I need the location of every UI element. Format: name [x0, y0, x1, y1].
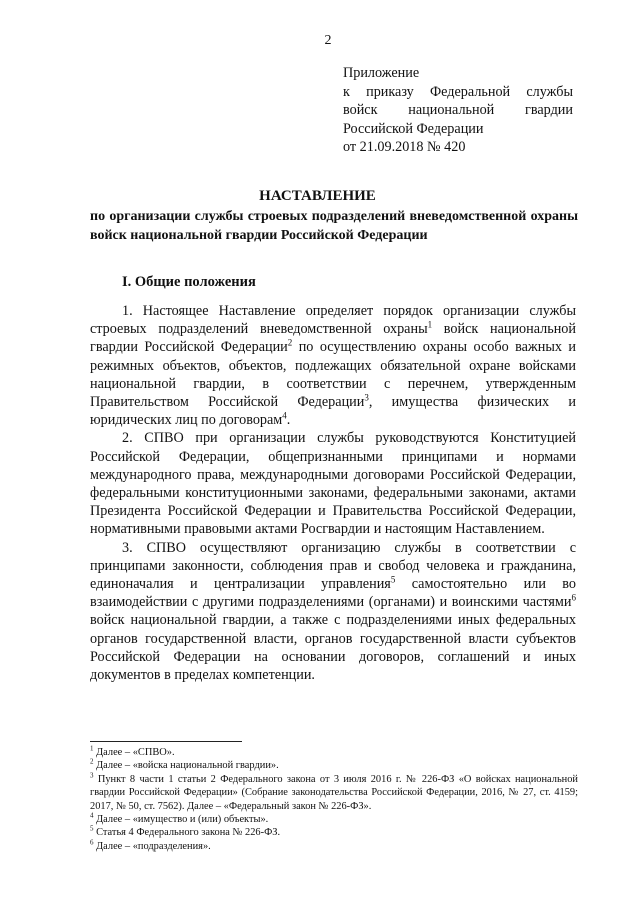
appendix-line: войск национальной гвардии: [343, 102, 573, 118]
footnote-text: Далее – «имущество и (или) объекты».: [93, 814, 269, 826]
footnote-marker: 3: [364, 392, 369, 403]
footnote-marker: 2: [287, 337, 293, 348]
footnote-text: Пункт 8 части 1 статьи 2 Федерального закона от 3 июля 2016 г. № 226-ФЗ «О войсках национальной гвардии Российской Федерации» (Собрание законодательства Российской Федерации, 2016, № 27, ст. 4159; 2017, № 50, ст. 7562). Далее – «Федеральный закон № 226-ФЗ».: [90, 773, 578, 812]
footnote-text: Далее – «войска национальной гвардии».: [93, 760, 279, 772]
footnote-number: 4: [90, 811, 94, 820]
paragraph-text: самостоятельно или во взаимодействии с другими подразделениями (органами) и воинскими частями: [90, 576, 576, 611]
paragraph-text: войск национальной гвардии Российской Федерации: [90, 321, 576, 356]
footnote-text: Далее – «СПВО».: [93, 747, 175, 758]
page-number: 2: [324, 33, 332, 48]
paragraph-2: 2. СПВО при организации службы руководствуются Конституцией Российской Федерации, общепризнанными принципами и нормами международного права, международными договорами Российской Федерации, федеральными конституционными законами, федеральными законами, актами Президента Российской Федерации и Правительства Российской Федерации, нормативными правовыми актами Росгвардии и настоящим Наставлением.: [90, 430, 576, 538]
footnote-number: 5: [90, 824, 94, 833]
footnotes: [90, 746, 578, 853]
footnote-number: 2: [90, 757, 94, 766]
paragraph-text: .: [286, 412, 291, 429]
footnote: [90, 813, 578, 826]
document-title: НАСТАВЛЕНИЕ: [259, 188, 376, 204]
paragraph-text: 3. СПВО осуществляют организацию службы в соответствии с принципами законности, соблюдения прав и свобод человека и гражданина, единоначалия и централизации управления: [90, 539, 576, 593]
footnote-number: 1: [90, 744, 94, 753]
paragraph-3: [90, 539, 576, 685]
paragraph-text: войск национальной гвардии, а также с подразделениями иных федеральных органов государственной власти, органов государственной власти субъектов Российской Федерации на основании договоров, соглашений и иных документов в пределах компетенции.: [90, 612, 576, 684]
document-subtitle: по организации службы строевых подразделений вневедомственной охраны войск национальной гвардии Российской Федерации: [90, 209, 578, 243]
footnote-divider: [90, 741, 242, 742]
appendix-block: [343, 64, 573, 157]
footnote: [90, 826, 578, 839]
footnote: [90, 840, 578, 853]
paragraph-text: 1. Настоящее Наставление определяет порядок организации службы строевых подразделений вневедомственной охраны: [90, 303, 576, 338]
footnote: [90, 759, 578, 772]
paragraph-text: по осуществлению охраны особо важных и режимных объектов, объектов, подлежащих обязательной охране войсками национальной гвардии, в соответствии с перечнем, утвержденным Правительством Российской Федерации: [90, 339, 576, 411]
appendix-line: Российской Федерации: [343, 120, 484, 137]
footnote-number: 3: [90, 771, 94, 780]
footnote: [90, 746, 578, 759]
section-heading: I. Общие положения: [122, 274, 256, 290]
footnote-text: Далее – «подразделения».: [93, 840, 211, 852]
footnote-marker: 6: [571, 592, 576, 603]
footnote-marker: 5: [390, 574, 396, 585]
appendix-line: Приложение: [343, 65, 420, 81]
footnote: [90, 773, 578, 813]
footnote-number: 6: [90, 838, 94, 847]
appendix-line: к приказу Федеральной службы: [343, 83, 573, 100]
footnote-marker: 1: [427, 319, 433, 330]
body-text: [90, 302, 576, 684]
paragraph-text: , имущества физических и юридических лиц по договорам: [90, 394, 576, 429]
paragraph-1: [90, 302, 576, 429]
footnote-marker: 4: [282, 410, 287, 421]
footnote-text: Статья 4 Федерального закона № 226-ФЗ.: [93, 827, 281, 839]
appendix-line: от 21.09.2018 № 420: [343, 139, 466, 155]
